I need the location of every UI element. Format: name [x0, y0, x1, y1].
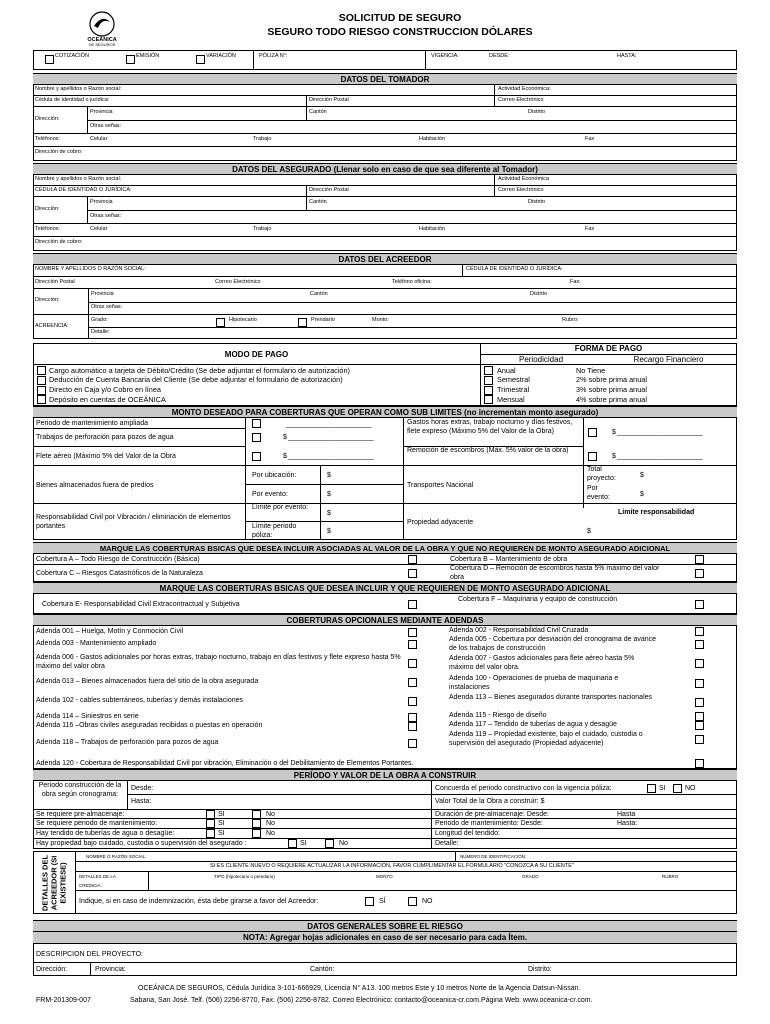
limite-resp-label: Límite responsabilidad [618, 509, 695, 516]
duracion-pre-label: Duración de pre-almacenaje: Desde: [435, 811, 550, 818]
logo-name: OCEÁNICA [87, 37, 117, 43]
gastos-label: Gastos horas extras, trabajo nocturno y días festivos, flete expreso (Máximo 5% del Valor de la Obra) [407, 419, 573, 435]
cobertura-d-checkbox[interactable] [695, 569, 704, 578]
asegurado-provincia-label: Provincia [90, 199, 113, 205]
por-evento-dollar: $ [327, 491, 331, 498]
adenda-left-checkbox[interactable] [408, 697, 417, 706]
detalles-de-la-label: DETALLES DE LA [79, 874, 116, 879]
detalles-numero-label: NÚMERO DE IDENTIFICACIÓN: [460, 854, 527, 859]
hipotecario-label: Hipotecario [229, 317, 257, 323]
concuerda-si-label: SI [659, 785, 666, 792]
por-evento-label: Por evento: [252, 491, 288, 498]
company-logo [84, 10, 120, 46]
adenda-right-checkbox[interactable] [695, 712, 704, 721]
propiedad-no-checkbox[interactable] [325, 839, 334, 848]
grado-col-label: GRADO [522, 874, 539, 879]
variacion-label: VARIACIÓN [206, 53, 236, 59]
adenda-left-label: Adenda 013 – Bienes almacenados fuera del sitio de la obra asegurada [36, 678, 259, 685]
opcionales-header: COBERTURAS OPCIONALES MEDIANTE ADENDAS [33, 614, 737, 626]
flete-checkbox[interactable] [252, 452, 261, 461]
acreedor-otras-label: Otras señas: [91, 304, 123, 310]
adenda-left-checkbox[interactable] [408, 678, 417, 687]
periodo-mant-amount[interactable]: ______________________ [286, 421, 372, 428]
adenda-right-checkbox[interactable] [695, 679, 704, 688]
asegurado-cobro-label: Dirección de cobro: [35, 239, 83, 245]
remocion-checkbox[interactable] [588, 452, 597, 461]
limite-periodo-dollar: $ [327, 528, 331, 535]
emision-checkbox[interactable] [126, 55, 135, 64]
pre-almacenaje-no-checkbox[interactable] [252, 810, 261, 819]
modo-pago-option: Deducción de Cuenta Bancaria del Cliente (Se debe adjuntar el formulario de autorización) [49, 375, 343, 385]
prendario-label: Prendario [311, 317, 335, 323]
modo-pago-option: Depósito en cuentas de OCEÁNICA [49, 394, 166, 404]
periodo-construccion-label: Periodo construcción de la obra según cronograma: [38, 782, 122, 798]
pre-almacenaje-si-checkbox[interactable] [206, 810, 215, 819]
forma-pago-checkbox[interactable] [484, 395, 493, 404]
modo-pago-option: Cargo automático a tarjeta de Débito/Crédito (Se debe adjuntar el formulario de autorización) [49, 365, 350, 375]
tuberias-si-checkbox[interactable] [206, 829, 215, 838]
cotizacion-checkbox[interactable] [45, 55, 54, 64]
vigencia-label: VIGENCIA: [431, 53, 459, 59]
gastos-checkbox[interactable] [588, 428, 597, 437]
hipotecario-checkbox[interactable] [216, 318, 225, 327]
cobertura-c-checkbox[interactable] [408, 569, 417, 578]
mantenimiento-si-checkbox[interactable] [206, 819, 215, 828]
adenda-right-label: Adenda 117 – Tendido de tuberías de agua y desagüe [449, 721, 617, 728]
riesgo-canton-label: Cantón: [310, 966, 335, 973]
riesgo-nota: NOTA: Agregar hojas adicionales en caso de ser necesario para cada Ítem. [33, 932, 737, 944]
adenda-left-checkbox[interactable] [408, 739, 417, 748]
indemnizacion-si: SÍ [379, 898, 386, 905]
riesgo-section [33, 944, 737, 976]
indemnizacion-no: NO [422, 898, 433, 905]
periodicidad-header: Periodicidad [518, 355, 564, 364]
periodo-mant-hasta-label: Hasta: [617, 820, 638, 827]
adenda-right-label: Adenda 115 - Riesgo de diseño [449, 712, 547, 719]
adenda-120-checkbox[interactable] [695, 759, 704, 768]
asegurado-header: DATOS DEL ASEGURADO (Llenar solo en caso de que sea diferente al Tomador) [33, 163, 737, 175]
asegurado-otras-label: Otras señas: [90, 213, 122, 219]
periodicidad-option: Trimestral [497, 385, 530, 395]
rc-vibracion-label: Responsabilidad Civil por Vibración / eliminación de elementos portantes [36, 514, 231, 530]
propiedad-label: Propiedad adyacente [407, 519, 474, 526]
acreedor-rubro-label: Rubro: [562, 317, 579, 323]
adenda-left-checkbox[interactable] [408, 722, 417, 731]
periodo-header: PERÍODO Y VALOR DE LA OBRA A CONSTRUIR [33, 769, 737, 781]
poliza-label: PÓLIZA N°: [259, 53, 288, 59]
modo-pago-checkbox[interactable] [37, 395, 46, 404]
adenda-right-checkbox[interactable] [695, 721, 704, 730]
concuerda-no-label: NO [685, 785, 696, 792]
limite-periodo-label: Límite periodo póliza: [252, 523, 297, 539]
asegurado-nombre-label: Nombre y apellidos o Razón social: [35, 176, 122, 182]
asegurado-actividad-label: Actividad Económica [498, 176, 550, 182]
tomador-header: DATOS DEL TOMADOR [33, 73, 737, 85]
emision-label: EMISIÓN [136, 53, 160, 59]
basicas1-header: MARQUE LAS COBERTURAS BSICAS QUE DESEA INCLUIR ASOCIADAS AL VALOR DE LA OBRA Y QUE NO REQUIEREN DE MONTO ASEGURADO ADICIONAL [33, 542, 737, 554]
acreedor-correo-label: Correo Electrónico [215, 279, 261, 285]
propiedad-si: SI [300, 840, 307, 847]
acreedor-fax-label: Fax: [570, 279, 581, 285]
desde-label: DESDE: [489, 53, 510, 59]
limite-evento-label: Límite por evento: [252, 504, 309, 511]
tomador-actividad-label: Actividad Económica: [498, 86, 551, 92]
propiedad-cuidado-label: Hay propiedad bajo cuidado, custodia o supervisión del asegurado : [36, 840, 247, 847]
transportes-label: Transportes Nacional [407, 482, 474, 489]
asegurado-fax-label: Fax [585, 226, 595, 232]
total-proyecto-label: Total proyecto: [587, 466, 616, 482]
tomador-distrito-label: Distrito [528, 109, 546, 115]
longitud-label: Longitud del tendido: [435, 830, 500, 837]
acreedor-direccion-label: Dirección: [35, 297, 60, 303]
propiedad-no: No [339, 840, 348, 847]
limite-resp-dollar: $ [587, 528, 591, 535]
recargo-value: 3% sobre prima anual [576, 385, 647, 395]
modo-pago-option: Directo en Caja y/o Cobro en línea [49, 385, 161, 395]
cobertura-b-checkbox[interactable] [695, 555, 704, 564]
remocion-dollar: $ [612, 453, 616, 460]
tomador-cedula-label: Cédula de identidad o jurídica: [35, 97, 110, 103]
por-ubicacion-dollar: $ [327, 472, 331, 479]
acreedor-cedula-label: CÉDULA DE IDENTIDAD O JURÍDICA: [466, 266, 563, 272]
por-ubicacion-label: Por ubicación: [252, 472, 297, 479]
recargo-value: No Tiene [576, 365, 606, 375]
tuberias-si: SI [218, 830, 225, 837]
acreedor-postal-label: Dirección Postal [35, 279, 75, 285]
cobertura-c-label: Cobertura C – Riesgos Catastróficos de la Naturaleza [36, 570, 203, 577]
perforacion-label: Trabajos de perforación para pozos de agua [36, 434, 174, 441]
asegurado-habitacion-label: Habitación [419, 226, 445, 232]
credicia-label: CREDICIA: [79, 883, 102, 888]
forma-pago-title: FORMA DE PAGO [574, 344, 643, 353]
forma-pago-checkbox[interactable] [484, 386, 493, 395]
duracion-hasta-label: Hasta [617, 811, 636, 818]
tomador-trabajo-label: Trabajo [253, 136, 272, 142]
acreedor-telefono-label: Teléfono oficina: [392, 279, 432, 285]
asegurado-cedula-label: CÉDULA DE IDENTIDAD O JURÍDICA: [35, 187, 132, 193]
asegurado-direccion-label: Dirección: [35, 206, 60, 212]
cobertura-e-label: Cobertura E- Responsabilidad Civil Extracontractual y Subjetiva [42, 601, 240, 608]
concuerda-no-checkbox[interactable] [673, 784, 682, 793]
riesgo-distrito-label: Distrito: [528, 966, 552, 973]
por-evento2-dollar: $ [640, 491, 644, 498]
adenda-left-label: Adenda 118 – Trabajos de perforación para pozos de agua [36, 739, 219, 746]
modo-pago-checkbox[interactable] [37, 376, 46, 385]
indique-label: Indique, si en caso de indemnización, ésta debe girarse a favor del Acreedor: [79, 898, 319, 905]
modo-pago-checkbox[interactable] [37, 366, 46, 375]
limite-evento-dollar: $ [327, 510, 331, 517]
perforacion-checkbox[interactable] [252, 433, 261, 442]
adenda-left-label: Adenda 102 - cables subterráneos, tuberías y demás instalaciones [36, 697, 244, 704]
detalles-nota: SI ES CLIENTE NUEVO O REQUIERE ACTUALIZAR LA INFORMACIÓN, FAVOR CUMPLIMENTAR EL FORMULARIO "CONOZCA A SU CLIENTE" [210, 863, 574, 869]
mantenimiento-no: No [266, 820, 275, 827]
adenda-right-label: Adenda 113 – Bienes asegurados durante transportes nacionales [449, 694, 653, 701]
flete-dollar: $ [283, 453, 287, 460]
asegurado-canton-label: Cantón [309, 199, 327, 205]
concuerda-si-checkbox[interactable] [647, 784, 656, 793]
descripcion-label: DESCRIPCION DEL PROYECTO: [36, 951, 143, 958]
tuberias-no: No [266, 830, 275, 837]
modo-pago-title: MODO DE PAGO [224, 350, 289, 359]
detalle-label: Detalle: [435, 840, 459, 847]
adenda-right-checkbox[interactable] [695, 640, 704, 649]
hasta-label: HASTA: [617, 53, 637, 59]
tipo-label: TIPO (hipotecario o prendario) [214, 874, 275, 879]
gastos-dollar: $ [612, 429, 616, 436]
tomador-canton-label: Cantón [309, 109, 327, 115]
tomador-otras-label: Otras señas: [90, 123, 122, 129]
mantenimiento-no-checkbox[interactable] [252, 819, 261, 828]
tuberias-no-checkbox[interactable] [252, 829, 261, 838]
acreedor-provincia-label: Provincia [91, 291, 114, 297]
tomador-cobro-label: Dirección de cobro: [35, 149, 83, 155]
tomador-celular-label: Celular [90, 136, 108, 142]
adenda-right-label: Adenda 002 - Responsabilidad Civil Cruzada [449, 627, 589, 634]
asegurado-trabajo-label: Trabajo [253, 226, 272, 232]
perforacion-dollar: $ [283, 434, 287, 441]
variacion-checkbox[interactable] [196, 55, 205, 64]
periodicidad-option: Anual [497, 365, 516, 375]
detalles-side-label: DETALLES DEL ACREEDOR (SI EXISTIESE) [40, 854, 68, 911]
por-evento2-label: Por evento: [587, 485, 610, 501]
adenda-right-label: Adenda 005 - Cobertura por desviación del cronograma de avance de los trabajos de construcción [449, 636, 657, 652]
monto-col-label: MONTO [376, 874, 393, 879]
asegurado-distrito-label: Distrito [528, 199, 546, 205]
rubro-col-label: RUBRO [662, 874, 679, 879]
bienes-label: Bienes almacenados fuera de predios [36, 482, 154, 489]
logo-subtitle: DE SEGUROS [88, 42, 116, 47]
pre-almacenaje-si: SI [218, 811, 225, 818]
cobertura-e-checkbox[interactable] [408, 600, 417, 609]
form-title: SOLICITUD DE SEGURO [338, 12, 462, 24]
indemnizacion-si-checkbox[interactable] [365, 897, 374, 906]
prendario-checkbox[interactable] [298, 318, 307, 327]
valor-total-label: Valor Total de la Obra a construir: $ [435, 798, 545, 805]
riesgo-provincia-label: Provincia: [95, 966, 126, 973]
periodo-desde-label: Desde: [131, 785, 154, 792]
adenda-left-checkbox[interactable] [408, 659, 417, 668]
mantenimiento-si: SI [218, 820, 225, 827]
cotizacion-label: COTIZACIÓN [55, 53, 89, 59]
adenda-right-label: Adenda 119 – Propiedad existente, bajo el cuidado, custodia o supervisión del asegurado (Propiedad adyacente) [449, 731, 643, 747]
indemnizacion-no-checkbox[interactable] [408, 897, 417, 906]
adenda-left-checkbox[interactable] [408, 640, 417, 649]
tomador-direccion-label: Dirección: [35, 116, 60, 122]
pre-almacenaje-no: No [266, 811, 275, 818]
acreedor-detalle-label: Detalle: [91, 329, 110, 335]
adenda-left-checkbox[interactable] [408, 713, 417, 722]
adenda-left-label: Adenda 006 - Gastos adicionales por horas extras, trabajo nocturno, trabajo en días festivos y flete expreso hasta 5% máximo del valor obra [36, 654, 401, 670]
adenda-left-label: Adenda 114 – Siniestros en serie [36, 713, 139, 720]
adenda-right-checkbox[interactable] [695, 735, 704, 744]
pre-almacenaje-label: Se requiere pre-almacenaje: [36, 811, 125, 818]
cobertura-f-label: Cobertura F – Maquinaria y equipo de construcción [458, 596, 618, 603]
forma-pago-checkbox[interactable] [484, 366, 493, 375]
periodo-mant-checkbox[interactable] [252, 419, 261, 428]
mantenimiento-label: Se requiere periodo de mantenimiento: [36, 820, 158, 827]
periodo-mant-label: Periodo de mantenimiento ampliada [36, 420, 149, 427]
detalles-nombre-label: NOMBRE O RAZÓN SOCIAL: [86, 854, 147, 859]
gastos-amount[interactable]: ______________________ [617, 429, 703, 436]
flete-amount[interactable]: ______________________ [288, 453, 374, 460]
recargo-value: 2% sobre prima anual [576, 375, 647, 385]
asegurado-correo-label: Correo Electrónico [498, 187, 544, 193]
tomador-nombre-label: Nombre y apellidos o Razón social: [35, 86, 122, 92]
remocion-label: Remoción de escombros (Máx. 5% valor de la obra) [407, 447, 569, 454]
footer-line2: Sabana, San José. Telf. (506) 2256-8770, Fax. (506) 2256-8782. Correo Electrónico: contacto@oceanica-cr.com.Página Web: www.oceanica-cr.com. [130, 997, 593, 1004]
adenda-left-label: Adenda 116 –Obras civiles aseguradas recibidas o puestas en operación [36, 722, 263, 729]
recargo-value: 4% sobre prima anual [576, 394, 647, 404]
cobertura-a-label: Cobertura A – Todo Riesgo de Construcción (Básica) [36, 556, 200, 563]
monto-header: MONTO DESEADO PARA COBERTURAS QUE OPERAN COMO SUB LIMITES (no incrementan monto asegurado) [33, 406, 737, 418]
cobertura-b-label: Cobertura B – Mantenimiento de obra [450, 556, 568, 563]
form-subtitle: SEGURO TODO RIESGO CONSTRUCCION DÓLARES [267, 26, 533, 38]
acreedor-distrito-label: Distrito [530, 291, 548, 297]
acreedor-nombre-label: NOMBRE Y APELLIDOS O RAZÓN SOCIAL: [35, 266, 146, 272]
riesgo-direccion-label: Dirección: [36, 966, 68, 973]
acreedor-canton-label: Cantón [310, 291, 328, 297]
acreedor-header: DATOS DEL ACREEDOR [33, 253, 737, 265]
cobertura-f-checkbox[interactable] [695, 600, 704, 609]
periodicidad-option: Semestral [497, 375, 530, 385]
adenda-left-checkbox[interactable] [408, 628, 417, 637]
cobertura-a-checkbox[interactable] [408, 555, 417, 564]
adenda-left-label: Adenda 001 – Huelga, Motín y Conmoción Civil [36, 628, 184, 635]
adenda-right-checkbox[interactable] [695, 627, 704, 636]
footer-code: FRM-201309-007 [36, 997, 91, 1004]
acreedor-monto-label: Monto: [372, 317, 389, 323]
cobertura-d-label: Cobertura D – Remoción de escombros hasta 5% máximo del valor obra [450, 565, 660, 581]
tomador-postal-label: Dirección Postal [309, 97, 349, 103]
modo-pago-checkbox[interactable] [37, 386, 46, 395]
riesgo-header: DATOS GENERALES SOBRE EL RIESGO [33, 920, 737, 932]
asegurado-section [33, 175, 737, 251]
footer-line1: OCEÁNICA DE SEGUROS, Cédula Jurídica 3-101-666929, Licencia N° A13. 100 metros Este y 10 metros Norte de la Agencia Datsun-Nissan. [138, 985, 581, 992]
propiedad-si-checkbox[interactable] [288, 839, 297, 848]
asegurado-celular-label: Celular [90, 226, 108, 232]
adenda-right-checkbox[interactable] [695, 698, 704, 707]
tomador-habitacion-label: Habitación [419, 136, 445, 142]
periodo-hasta-label: Hasta: [131, 798, 152, 805]
tomador-fax-label: Fax [585, 136, 595, 142]
flete-label: Flete aéreo (Máximo 5% del Valor de la Obra [36, 453, 176, 460]
recargo-header: Recargo Financiero [633, 355, 704, 364]
tuberias-label: Hay tendido de tuberías de agua o desagüe: [36, 830, 175, 837]
periodo-mant-desde-label: Periodo de mantenimiento: Desde: [435, 820, 543, 827]
adenda-left-label: Adenda 003 - Mantenimiento ampliado [36, 640, 157, 647]
forma-pago-checkbox[interactable] [484, 376, 493, 385]
total-proyecto-dollar: $ [640, 472, 644, 479]
adenda-right-label: Adenda 007 - Gastos adicionales para flete aéreo hasta 5% máximo del valor obra. [449, 655, 635, 671]
tomador-telefonos-label: Teléfonos: [35, 136, 61, 142]
adenda-right-label: Adenda 100 - Operaciones de prueba de maquinaria e instalaciones [449, 675, 619, 691]
tomador-correo-label: Correo Electrónico [498, 97, 544, 103]
basicas2-header: MARQUE LAS COBERTURAS BSICAS QUE DESEA INCLUIR Y QUE REQUIEREN DE MONTO ASEGURADO ADICIONAL [33, 582, 737, 594]
perforacion-amount[interactable]: ______________________ [288, 434, 374, 441]
concuerda-label: Concuerda el periodo constructivo con la vigencia póliza: [435, 785, 612, 792]
remocion-amount[interactable]: ______________________ [617, 453, 703, 460]
asegurado-postal-label: Dirección Postal [309, 187, 349, 193]
acreencia-label: ACREENCIA: [35, 323, 69, 329]
tomador-section [33, 85, 737, 161]
adenda-120-label: Adenda 120 - Cobertura de Responsabilidad Civil por vibración, Eliminación o del Debilitamiento de Elementos Portantes. [36, 760, 414, 767]
asegurado-telefonos-label: Teléfonos: [35, 226, 61, 232]
acreedor-grado-label: Grado: [91, 317, 108, 323]
periodicidad-option: Mensual [497, 394, 525, 404]
tomador-provincia-label: Provincia [90, 109, 113, 115]
logo-emblem-icon [84, 10, 120, 38]
adenda-right-checkbox[interactable] [695, 659, 704, 668]
